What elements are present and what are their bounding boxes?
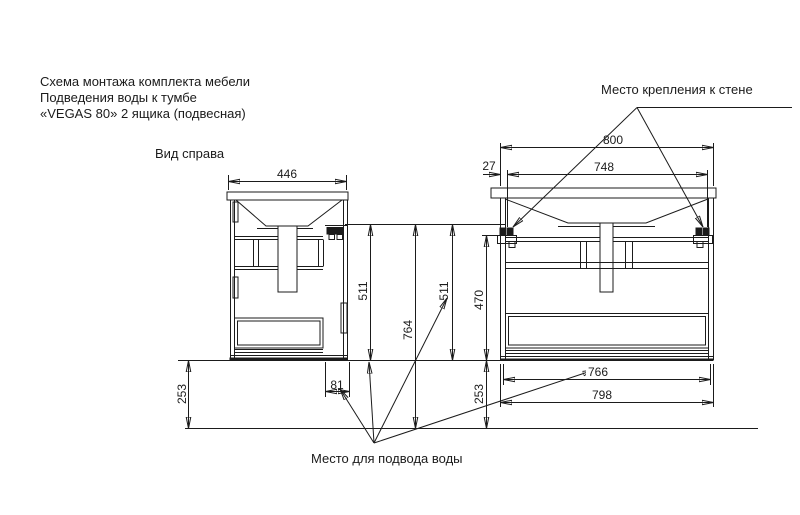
front-lower-drawer xyxy=(506,314,709,349)
side-countertop xyxy=(227,192,348,200)
water-supply-label: Место для подвода воды xyxy=(311,451,463,466)
front-drain-pipe xyxy=(600,223,613,292)
dim-label-748: 748 xyxy=(593,160,615,174)
dim-label-470: 470 xyxy=(472,289,486,311)
wall-mount-label: Место крепления к стене xyxy=(601,82,753,97)
side-lower-drawer xyxy=(235,318,324,348)
wall-mount-leaders xyxy=(513,108,792,228)
dim-label-511-side: 511 xyxy=(356,281,370,301)
title-line-3: «VEGAS 80» 2 ящика (подвесная) xyxy=(40,106,246,121)
side-wall-bracket xyxy=(325,226,348,240)
title-line-1: Схема монтажа комплекта мебели xyxy=(40,74,250,89)
dim-label-764: 764 xyxy=(401,319,415,341)
drawing-title xyxy=(40,74,250,122)
side-view-label: Вид справа xyxy=(155,146,225,161)
side-drain-pipe xyxy=(278,226,297,292)
side-view-cabinet xyxy=(227,192,348,360)
side-basin xyxy=(236,200,342,226)
leader-lines xyxy=(340,108,792,444)
dim-label-798: 798 xyxy=(591,388,613,402)
dim-label-446: 446 xyxy=(276,167,298,181)
dim-label-511-front: 511 xyxy=(437,281,451,301)
water-supply-leaders xyxy=(340,298,594,443)
dim-label-800: 800 xyxy=(602,133,624,147)
dim-label-253-front: 253 xyxy=(472,383,486,405)
title-line-2: Подведения воды к тумбе xyxy=(40,90,197,105)
front-view-cabinet xyxy=(491,188,716,360)
dim-label-27: 27 xyxy=(482,159,496,173)
front-basin xyxy=(505,199,708,223)
dim-label-766: 766 xyxy=(587,365,609,379)
dimension-lines xyxy=(175,143,758,429)
dim-label-81: 81 xyxy=(330,378,344,392)
dim-label-253-side: 253 xyxy=(175,383,189,405)
